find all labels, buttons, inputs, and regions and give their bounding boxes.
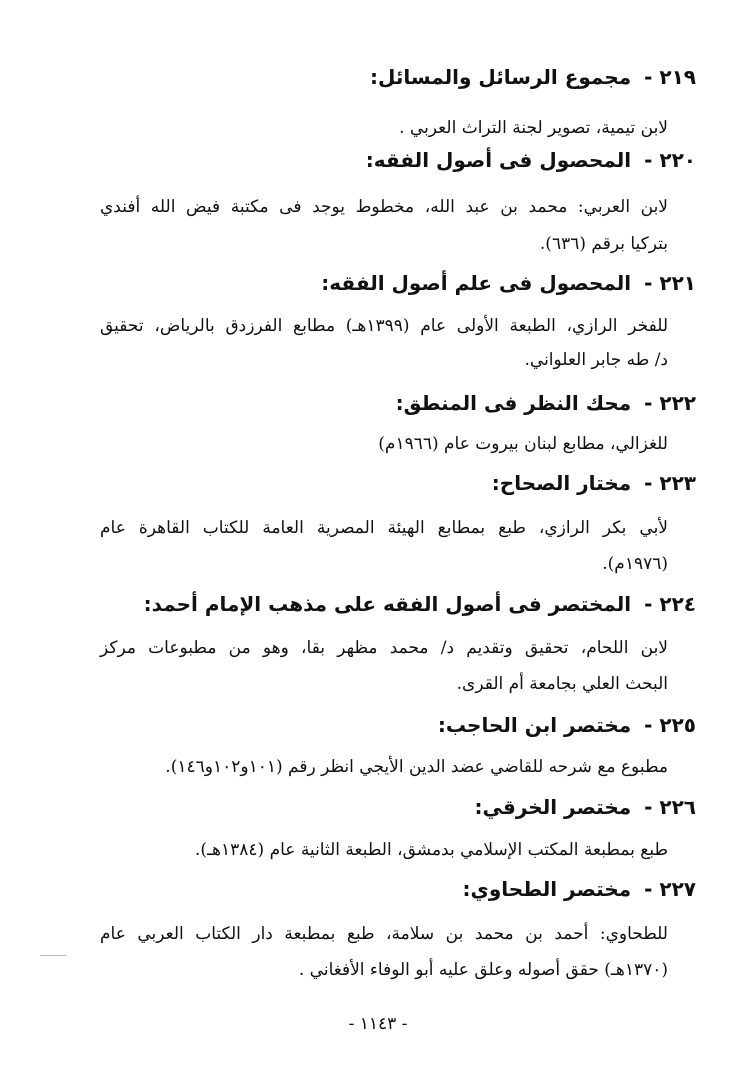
entry-text-line: لابن العربي: محمد بن عبد الله، مخطوط يوجد فى مكتبة فيض الله أفندي xyxy=(100,197,668,217)
entry-text-line: طبع بمطبعة المكتب الإسلامي بدمشق، الطبعة الثانية عام (١٣٨٤هـ). xyxy=(195,840,668,860)
entry-number: ٢٢٥ - xyxy=(644,713,696,737)
entry-title: المختصر فى أصول الفقه على مذهب الإمام أحمد: xyxy=(143,592,632,616)
entry-heading-224 xyxy=(56,589,696,619)
entry-heading-227 xyxy=(56,874,696,904)
margin-mark xyxy=(40,955,66,956)
entry-number: ٢٢٢ - xyxy=(644,391,696,415)
entry-number: ٢٢٦ - xyxy=(644,795,696,819)
entry-title: مختصر الطحاوي: xyxy=(462,877,632,901)
entry-title: المحصول فى علم أصول الفقه: xyxy=(321,271,632,295)
entry-text-line: للغزالي، مطابع لبنان بيروت عام (١٩٦٦م) xyxy=(378,434,668,454)
entry-heading-219 xyxy=(56,62,696,92)
entry-text-line: د/ طه جابر العلواني. xyxy=(524,350,668,370)
entry-text-line: مطبوع مع شرحه للقاضي عضد الدين الأيجي انظر رقم (١٠١و١٠٢و١٤٦). xyxy=(165,757,668,777)
entry-number: ٢١٩ - xyxy=(644,65,696,89)
entry-text-line: (١٩٧٦م). xyxy=(602,554,668,574)
entry-text-line: لأبي بكر الرازي، طبع بمطابع الهيئة المصرية العامة للكتاب القاهرة عام xyxy=(100,518,668,538)
entry-text-line: للفخر الرازي، الطبعة الأولى عام (١٣٩٩هـ) مطابع الفرزدق بالرياض، تحقيق xyxy=(100,316,669,336)
entry-text-line: البحث العلي بجامعة أم القرى. xyxy=(456,674,668,694)
entry-title: المحصول فى أصول الفقه: xyxy=(365,148,632,172)
entry-text-line: لابن تيمية، تصوير لجنة التراث العربي . xyxy=(399,118,668,138)
entry-heading-226 xyxy=(56,792,696,822)
entry-number: ٢٢٠ - xyxy=(644,148,696,172)
entry-title: مختصر الخرقي: xyxy=(474,795,632,819)
entry-title: محك النظر فى المنطق: xyxy=(395,391,632,415)
entry-text-line: لابن اللحام، تحقيق وتقديم د/ محمد مظهر بقا، وهو من مطبوعات مركز xyxy=(100,638,668,658)
entry-heading-221 xyxy=(56,268,696,298)
entry-number: ٢٢٣ - xyxy=(644,471,696,495)
entry-number: ٢٢١ - xyxy=(644,271,696,295)
entry-heading-222 xyxy=(56,388,696,418)
entry-title: مختار الصحاح: xyxy=(491,471,632,495)
entry-text-line: للطحاوي: أحمد بن محمد بن سلامة، طبع بمطبعة دار الكتاب العربي عام xyxy=(100,924,668,944)
entry-number: ٢٢٧ - xyxy=(644,877,696,901)
page-number: - ١١٤٣ - xyxy=(348,1014,408,1034)
entry-heading-220 xyxy=(56,145,696,175)
entry-heading-225 xyxy=(56,710,696,740)
entry-heading-223 xyxy=(56,468,696,498)
entry-number: ٢٢٤ - xyxy=(644,592,696,616)
entry-title: مجموع الرسائل والمسائل: xyxy=(370,65,632,89)
entry-text-line: (١٣٧٠هـ) حقق أصوله وعلق عليه أبو الوفاء الأفغاني . xyxy=(298,960,668,980)
entry-title: مختصر ابن الحاجب: xyxy=(437,713,632,737)
entry-text-line: بتركيا برقم (٦٣٦). xyxy=(539,234,668,254)
